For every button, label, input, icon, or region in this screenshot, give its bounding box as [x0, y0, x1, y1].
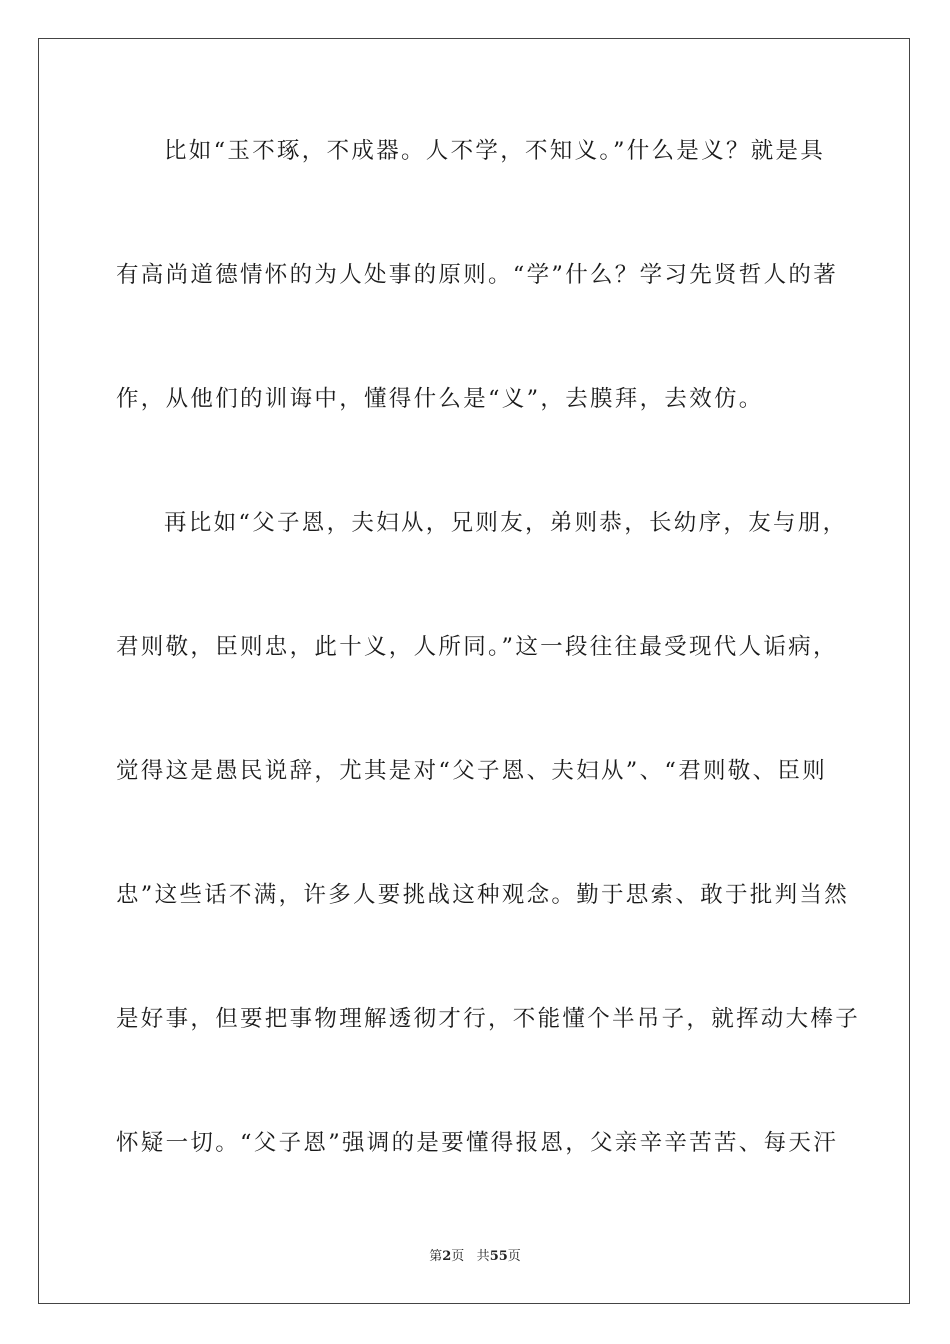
- paragraph-1-line-1: 比如“玉不琢，不成器。人不学，不知义。”什么是义？就是具: [164, 138, 826, 164]
- paragraph-2-line-3: 觉得这是愚民说辞，尤其是对“父子恩、夫妇从”、“君则敬、臣则: [116, 758, 828, 784]
- paragraph-2-line-5: 是好事，但要把事物理解透彻才行，不能懂个半吊子，就挥动大棒子: [116, 1006, 861, 1032]
- paragraph-2-line-4: 忠”这些话不满，许多人要挑战这种观念。勤于思索、敢于批判当然: [116, 882, 850, 908]
- paragraph-2-line-1: 再比如“父子恩，夫妇从，兄则友，弟则恭，长幼序，友与朋，: [164, 510, 848, 536]
- page-number: 2: [442, 1249, 452, 1264]
- total-suffix: 页: [507, 1249, 521, 1264]
- paragraph-2-line-2: 君则敬，臣则忠，此十义，人所同。”这一段往往最受现代人诟病，: [116, 634, 838, 660]
- page-footer: [0, 1248, 950, 1266]
- paragraph-1-line-2: 有高尚道德情怀的为人处事的原则。“学”什么？学习先贤哲人的著: [116, 262, 839, 288]
- page-border: [38, 38, 910, 1304]
- paragraph-2-line-6: 怀疑一切。“父子恩”强调的是要懂得报恩，父亲辛辛苦苦、每天汗: [116, 1130, 839, 1156]
- page-suffix: 页: [451, 1249, 465, 1264]
- paragraph-1-line-3: 作，从他们的训诲中，懂得什么是“义”，去膜拜，去效仿。: [116, 386, 764, 412]
- page-prefix: 第: [429, 1249, 443, 1264]
- total-pages: 55: [489, 1249, 508, 1264]
- total-prefix: 共: [476, 1249, 490, 1264]
